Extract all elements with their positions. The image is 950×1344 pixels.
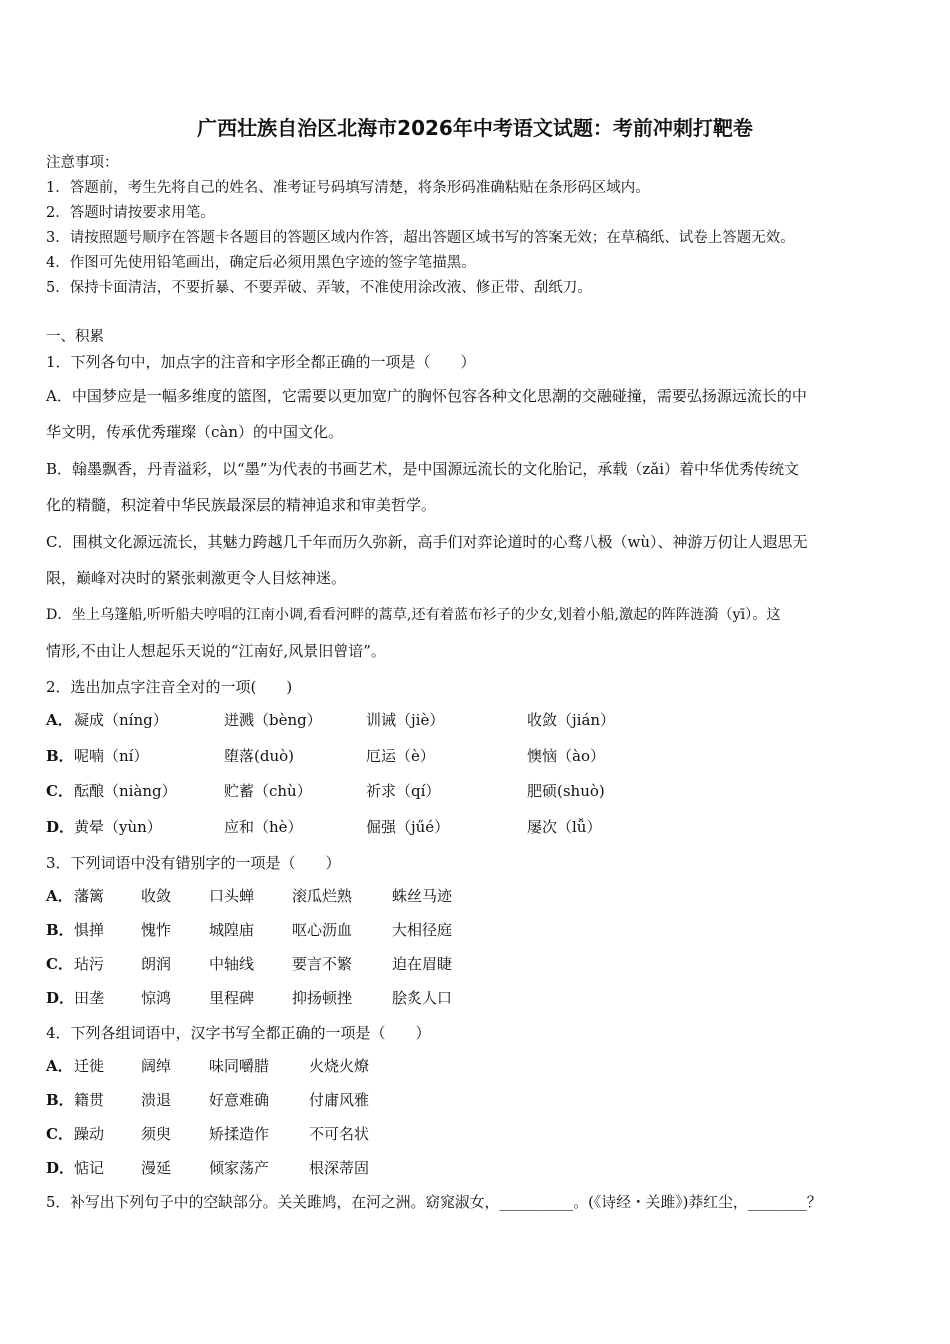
q1-option-d-line1: D．坐上乌篷船,听听船夫哼唱的江南小调,看看河畔的蒿草,还有着蓝布衫子的少女,划着小船,激起的阵阵涟漪（yī）。这	[46, 607, 781, 623]
q3-option-word: 里程碑	[209, 989, 255, 1007]
q3-option-word: 滚瓜烂熟	[292, 887, 353, 905]
q4-option-word: 倾家荡产	[209, 1159, 270, 1177]
q3-option-word: 迫在眉睫	[392, 955, 453, 973]
q2-option-word: 懊恼（ào）	[527, 746, 605, 765]
q4-option-word: 根深蒂固	[309, 1159, 370, 1177]
q4-option-word: 阔绰	[141, 1057, 172, 1075]
q3-option-word: 藩篱	[74, 887, 105, 905]
q3-option-label: B．	[46, 921, 74, 939]
q2-option-label: C．	[46, 782, 73, 800]
q4-option-word: 惦记	[74, 1159, 105, 1177]
q2-option-word: 贮蓄（chù）	[224, 782, 312, 800]
q2-option-word: 酝酿（niàng）	[74, 782, 177, 800]
q3-option-word: 呕心沥血	[292, 921, 353, 939]
q2-option-word: 训诫（jiè）	[366, 711, 445, 729]
question-5-stem: 5．补写出下列句子中的空缺部分。关关雎鸠，在河之洲。窈窕淑女，__________。(《诗经・关雎》)莽红尘，________？	[46, 1194, 822, 1211]
q3-option-label: C．	[46, 955, 73, 973]
question-2-stem: 2．选出加点字注音全对的一项( )	[46, 678, 293, 696]
page-title: 广西壮族自治区北海市2026年中考语文试题：考前冲刺打靶卷	[197, 116, 753, 140]
q4-option-word: 火烧火燎	[309, 1057, 370, 1075]
q3-option-label: D．	[46, 989, 75, 1007]
q2-option-label: D．	[46, 817, 75, 836]
q2-option-word: 迸溅（bèng）	[224, 711, 322, 729]
notice-item: 5．保持卡面清洁，不要折暴、不要弄破、弄皱，不准使用涂改液、修正带、刮纸刀。	[46, 280, 592, 296]
q2-option-word: 堕落(duò)	[224, 746, 294, 765]
q3-option-word: 收敛	[141, 887, 172, 905]
notice-item: 4．作图可先使用铅笔画出，确定后必须用黑色字迹的签字笔描黑。	[46, 255, 476, 271]
q2-option-word: 祈求（qí）	[366, 782, 441, 800]
q4-option-label: A．	[46, 1057, 73, 1075]
q3-option-word: 中轴线	[209, 955, 255, 973]
question-1-stem: 1．下列各句中，加点字的注音和字形全都正确的一项是（ ）	[46, 353, 476, 371]
q3-option-word: 朗润	[141, 955, 172, 973]
q3-option-word: 要言不繁	[292, 955, 353, 973]
q3-option-word: 蛛丝马迹	[392, 887, 453, 905]
q4-option-word: 迁徙	[74, 1057, 105, 1075]
q1-option-b-line2: 化的精髓，积淀着中华民族最深层的精神追求和审美哲学。	[46, 496, 437, 514]
q3-option-word: 愧怍	[141, 921, 172, 939]
q4-option-word: 躁动	[74, 1125, 105, 1143]
q4-option-word: 漫延	[141, 1159, 172, 1177]
q3-option-word: 大相径庭	[392, 921, 453, 939]
q2-option-word: 黄晕（yùn）	[74, 817, 162, 836]
q4-option-word: 不可名状	[309, 1125, 370, 1143]
q4-option-label: B．	[46, 1091, 74, 1109]
notice-heading: 注意事项：	[46, 155, 119, 171]
q3-option-word: 城隍庙	[209, 921, 255, 939]
q2-option-word: 呢喃（ní）	[74, 746, 149, 765]
q4-option-word: 矫揉造作	[209, 1125, 270, 1143]
q1-option-a-line2: 华文明，传承优秀璀璨（càn）的中国文化。	[46, 423, 344, 441]
q2-option-word: 收敛（jián）	[527, 711, 616, 729]
q2-option-word: 倔强（jűé）	[366, 817, 450, 836]
q3-option-word: 玷污	[74, 955, 105, 973]
question-3-stem: 3．下列词语中没有错别字的一项是（ ）	[46, 854, 341, 872]
q1-option-b-line1: B．翰墨飘香，丹青溢彩，以“墨”为代表的书画艺术，是中国源远流长的文化胎记，承载（zǎi）着中华优秀传统文	[46, 460, 800, 478]
notice-item: 2．答题时请按要求用笔。	[46, 205, 215, 221]
q3-option-word: 口头蝉	[209, 887, 255, 905]
q3-option-word: 脍炙人口	[392, 989, 453, 1007]
notice-item: 1．答题前，考生先将自己的姓名、准考证号码填写清楚，将条形码准确粘贴在条形码区域内。	[46, 180, 650, 196]
q3-option-label: A．	[46, 887, 73, 905]
q2-option-word: 厄运（è）	[366, 746, 435, 765]
q2-option-label: A．	[46, 711, 73, 729]
q4-option-word: 溃退	[141, 1091, 172, 1109]
q3-option-word: 惊鸿	[141, 989, 172, 1007]
q2-option-word: 凝成（níng）	[74, 711, 168, 729]
q4-option-word: 须臾	[141, 1125, 172, 1143]
q1-option-c-line1: C．围棋文化源远流长，其魅力跨越几千年而历久弥新，高手们对弈论道时的心骛八极（wù）、神游万仞让人遐思无	[46, 533, 808, 551]
q1-option-a-line1: A．中国梦应是一幅多维度的篮图，它需要以更加宽广的胸怀包容各种文化思潮的交融碰撞，需要弘扬源远流长的中	[46, 387, 807, 405]
q4-option-word: 付庸风雅	[309, 1091, 370, 1109]
q2-option-word: 肥硕(shuò)	[527, 782, 605, 800]
notice-item: 3．请按照题号顺序在答题卡各题目的答题区域内作答，超出答题区域书写的答案无效；在草稿纸、试卷上答题无效。	[46, 230, 795, 246]
q3-option-word: 惧掸	[74, 921, 105, 939]
q4-option-label: D．	[46, 1159, 75, 1177]
q4-option-word: 味同嚼腊	[209, 1057, 270, 1075]
q4-option-word: 好意难确	[209, 1091, 270, 1109]
q4-option-label: C．	[46, 1125, 73, 1143]
q3-option-word: 田垄	[74, 989, 105, 1007]
q3-option-word: 抑扬顿挫	[292, 989, 353, 1007]
q2-option-word: 屡次（lǚ）	[527, 817, 602, 836]
q1-option-d-line2: 情形,不由让人想起乐天说的“江南好,风景旧曾谙”。	[46, 642, 386, 660]
question-4-stem: 4．下列各组词语中，汉字书写全都正确的一项是（ ）	[46, 1024, 431, 1042]
q2-option-word: 应和（hè）	[224, 817, 303, 836]
section-heading: 一、积累	[46, 329, 104, 345]
q2-option-label: B．	[46, 746, 74, 765]
q1-option-c-line2: 限，巅峰对决时的紧张刺激更令人目炫神迷。	[46, 569, 347, 587]
q4-option-word: 籍贯	[74, 1091, 105, 1109]
